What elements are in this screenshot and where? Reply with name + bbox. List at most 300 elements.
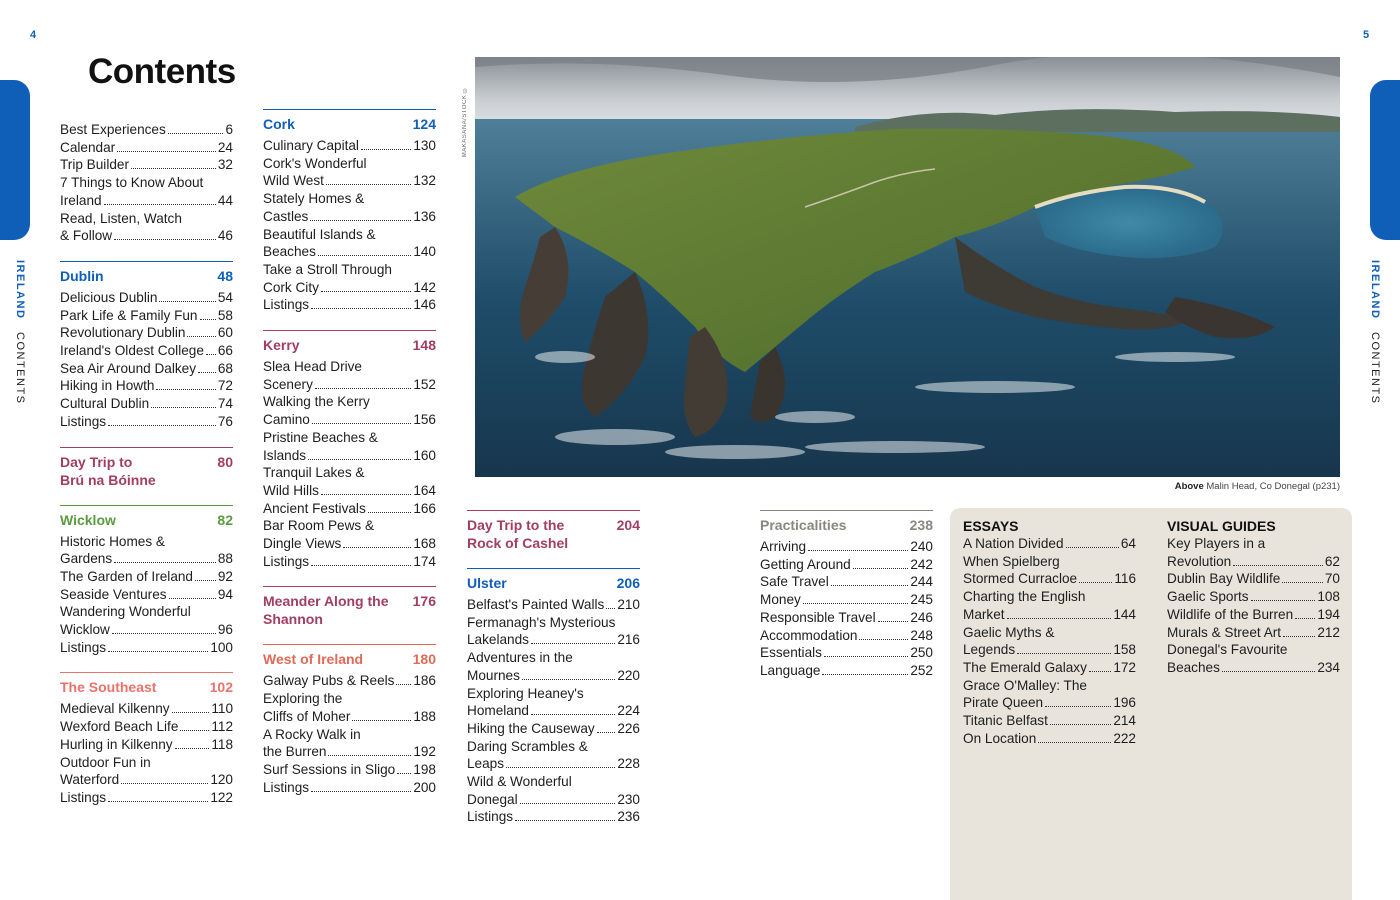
toc-entry-page: 92: [217, 568, 233, 584]
section-title: West of Ireland: [263, 651, 364, 668]
toc-entry-title: Hiking the Causeway: [467, 720, 595, 736]
toc-entry-title: Money: [760, 592, 801, 608]
toc-entry-title-start: Exploring the: [263, 691, 343, 707]
toc-entry-title: Ancient Festivals: [263, 500, 366, 516]
toc-entry[interactable]: [263, 358, 436, 393]
toc-entry-title: Safe Travel: [760, 574, 829, 590]
toc-entry-page: 100: [210, 639, 233, 655]
toc-entry-page: 194: [1317, 606, 1340, 622]
toc-entry-title-start: Slea Head Drive: [263, 359, 362, 375]
toc-entry-page: 188: [413, 708, 436, 724]
toc-entry-title-start: Cork's Wonderful: [263, 155, 367, 171]
toc-entry-title-start: Tranquil Lakes &: [263, 465, 365, 481]
toc-entry[interactable]: [60, 360, 233, 378]
toc-entry[interactable]: [60, 603, 233, 638]
toc-entry-page: 222: [1113, 730, 1136, 746]
dot-leader: [361, 149, 411, 150]
toc-entry-title: Wildlife of the Burren: [1167, 606, 1294, 622]
toc-column-2: [263, 109, 436, 796]
toc-entry[interactable]: [60, 736, 233, 754]
toc-section-heading[interactable]: [760, 510, 933, 534]
toc-entry-title: Wild West: [263, 173, 324, 189]
toc-entry[interactable]: [60, 174, 233, 209]
section-page: 204: [616, 517, 640, 533]
toc-entry-title: Cliffs of Moher: [263, 708, 351, 724]
section-title: Ulster: [467, 575, 507, 591]
toc-entry-title: Listings: [467, 809, 514, 825]
toc-entry-title-start: Walking the Kerry: [263, 394, 370, 410]
toc-entry-title-start: Bar Room Pews &: [263, 518, 375, 534]
toc-section: [760, 510, 933, 680]
dot-leader: [822, 674, 908, 675]
toc-entry[interactable]: [760, 556, 933, 574]
toc-entry-title: Language: [760, 662, 821, 678]
toc-entry-title: Sea Air Around Dalkey: [60, 360, 197, 376]
toc-section-heading[interactable]: [60, 672, 233, 696]
toc-entry[interactable]: [60, 324, 233, 342]
toc-entry-title: Scenery: [263, 376, 313, 392]
toc-entry-title-start: Charting the English: [963, 589, 1086, 605]
toc-entry[interactable]: [760, 609, 933, 627]
toc-entry-title: Revolutionary Dublin: [60, 325, 186, 341]
toc-entries: [60, 533, 233, 657]
toc-entry-page: 140: [413, 244, 436, 260]
toc-entry[interactable]: [60, 289, 233, 307]
toc-entry-title: Islands: [263, 447, 307, 463]
visual-guides-list: [1167, 518, 1340, 677]
toc-entry-title: Leaps: [467, 756, 505, 772]
toc-entry-page: 46: [217, 228, 233, 244]
toc-entry[interactable]: [760, 644, 933, 662]
toc-entry-page: 240: [910, 539, 933, 554]
toc-entry-title: Calendar: [60, 139, 116, 155]
toc-entry-page: 212: [1317, 624, 1340, 640]
dot-leader: [1045, 706, 1111, 707]
toc-entry[interactable]: [963, 677, 1136, 712]
toc-entry-page: 168: [413, 536, 436, 552]
toc-entry[interactable]: [263, 226, 436, 261]
toc-entry-title: Titanic Belfast: [963, 713, 1048, 729]
dot-leader: [803, 603, 909, 604]
toc-entry-page: 66: [217, 343, 233, 359]
toc-entry-title-start: Outdoor Fun in: [60, 754, 151, 770]
toc-entry[interactable]: [60, 639, 233, 657]
toc-entry[interactable]: [467, 738, 640, 773]
toc-entry[interactable]: [263, 553, 436, 571]
toc-entry[interactable]: [963, 659, 1136, 677]
toc-entries: [60, 289, 233, 431]
dot-leader: [112, 633, 216, 634]
dot-leader: [311, 565, 411, 566]
toc-entry[interactable]: [263, 464, 436, 499]
toc-entry-page: 136: [413, 208, 436, 224]
toc-entry-page: 62: [1324, 553, 1340, 569]
toc-entry-title: Wexford Beach Life: [60, 719, 179, 735]
toc-entry[interactable]: [60, 754, 233, 789]
toc-entry[interactable]: [60, 210, 233, 245]
toc-entry[interactable]: [467, 720, 640, 738]
toc-section: [467, 510, 640, 552]
photo-caption: [1175, 481, 1340, 492]
toc-entry-title: Wild Hills: [263, 482, 319, 498]
toc-entry[interactable]: [467, 614, 640, 649]
toc-entry-page: 70: [1324, 571, 1340, 587]
toc-entry-page: 172: [1113, 659, 1136, 675]
toc-entry[interactable]: [60, 156, 233, 174]
dot-leader: [531, 714, 615, 715]
caption-text: Malin Head, Co Donegal (p231): [1203, 481, 1340, 492]
toc-entry[interactable]: [263, 190, 436, 225]
toc-column-3: [467, 510, 640, 826]
toc-section: [263, 330, 436, 570]
toc-entry-title: Getting Around: [760, 556, 851, 572]
toc-entry[interactable]: [263, 779, 436, 797]
section-title: Cork: [263, 116, 295, 132]
dot-leader: [151, 407, 216, 408]
section-title: Day Trip to the Rock of Cashel: [467, 517, 569, 551]
toc-entries: [263, 137, 436, 314]
section-page: 48: [217, 267, 233, 284]
toc-entry[interactable]: [263, 137, 436, 155]
toc-entry-title: Gardens: [60, 551, 113, 567]
toc-entry[interactable]: [263, 155, 436, 190]
toc-entry-title: Revolution: [1167, 553, 1232, 569]
toc-entry[interactable]: [1167, 606, 1340, 624]
section-page: 124: [412, 116, 436, 132]
toc-entry[interactable]: [60, 342, 233, 360]
caption-label: Above: [1174, 481, 1204, 492]
toc-entry[interactable]: [467, 808, 640, 826]
toc-entry-page: 76: [217, 413, 233, 429]
toc-entry[interactable]: [1167, 624, 1340, 642]
toc-entries: [263, 358, 436, 570]
toc-entry-page: 68: [217, 360, 233, 376]
section-page: 176: [412, 593, 436, 610]
toc-column-1: [60, 117, 233, 807]
toc-entry[interactable]: [263, 500, 436, 518]
section-title: Kerry: [263, 337, 300, 354]
dot-leader: [180, 730, 209, 731]
toc-entry-page: 88: [217, 551, 233, 567]
toc-entry-title-start: Exploring Heaney's: [467, 685, 584, 701]
toc-entry-page: 118: [211, 736, 233, 752]
toc-entry[interactable]: [263, 672, 436, 690]
dot-leader: [1038, 742, 1111, 743]
toc-entry[interactable]: [760, 662, 933, 680]
side-label-contents: CONTENTS: [1369, 331, 1381, 405]
toc-entry-title: Dingle Views: [263, 536, 342, 552]
toc-entry-title: Pirate Queen: [963, 695, 1044, 711]
toc-entry-title-start: Beautiful Islands &: [263, 226, 376, 242]
toc-entry-title: Dublin Bay Wildlife: [1167, 571, 1281, 587]
toc-entries: [60, 700, 233, 806]
dot-leader: [368, 512, 412, 513]
toc-section-heading[interactable]: [263, 330, 436, 354]
toc-entry-page: 228: [617, 756, 640, 772]
toc-entry-title: Stormed Curracloe: [963, 571, 1078, 587]
toc-entry-title: The Garden of Ireland: [60, 568, 193, 584]
toc-entry[interactable]: [963, 624, 1136, 659]
toc-entry[interactable]: [60, 718, 233, 736]
dot-leader: [878, 621, 909, 622]
dot-leader: [531, 643, 615, 644]
dot-leader: [315, 388, 411, 389]
toc-entry-page: 234: [1317, 659, 1340, 675]
toc-entry-page: 74: [217, 396, 233, 412]
page-number-left: 4: [30, 29, 37, 41]
toc-entry-title: Park Life & Family Fun: [60, 307, 198, 323]
toc-entry[interactable]: [263, 517, 436, 552]
toc-entry-title: Seaside Ventures: [60, 586, 167, 602]
toc-entry-title: Surf Sessions in Sligo: [263, 761, 396, 777]
section-page: 180: [412, 651, 436, 668]
toc-section: [263, 644, 436, 796]
toc-entry-page: 144: [1113, 606, 1136, 622]
dot-leader: [318, 255, 411, 256]
toc-entry-page: 248: [910, 627, 933, 643]
dot-leader: [108, 651, 208, 652]
toc-section-heading[interactable]: [467, 568, 640, 592]
toc-entry[interactable]: [760, 627, 933, 645]
dot-leader: [1282, 582, 1323, 583]
toc-entry-page: 210: [617, 597, 640, 612]
toc-entry-title: Ireland: [60, 192, 102, 208]
toc-entry-title: Listings: [263, 779, 310, 795]
toc-entry-title: Beaches: [263, 244, 316, 260]
toc-entry-page: 44: [217, 192, 233, 208]
dot-leader: [328, 755, 411, 756]
toc-entry[interactable]: [760, 573, 933, 591]
side-label-ireland: IRELAND: [1369, 260, 1381, 320]
dot-leader: [1007, 618, 1112, 619]
toc-entry[interactable]: [60, 533, 233, 568]
toc-section-heading[interactable]: [467, 510, 640, 552]
toc-section-heading[interactable]: [60, 261, 233, 285]
toc-entry[interactable]: [60, 568, 233, 586]
toc-entry-title: On Location: [963, 730, 1037, 746]
toc-entry[interactable]: [963, 730, 1136, 748]
toc-entry[interactable]: [263, 690, 436, 725]
dot-leader: [853, 568, 909, 569]
toc-entry[interactable]: [760, 538, 933, 556]
toc-entry[interactable]: [60, 377, 233, 395]
toc-entry-title: Listings: [60, 413, 107, 429]
toc-entry-page: 6: [225, 122, 233, 137]
toc-entry-title: the Burren: [263, 744, 327, 760]
toc-entry-title: Wicklow: [60, 622, 110, 638]
dot-leader: [1050, 724, 1111, 725]
dot-leader: [1251, 600, 1316, 601]
dot-leader: [114, 239, 216, 240]
toc-entry[interactable]: [263, 261, 436, 296]
dot-leader: [200, 319, 216, 320]
dot-leader: [311, 791, 411, 792]
dot-leader: [308, 459, 411, 460]
toc-entry[interactable]: [60, 789, 233, 807]
toc-entry[interactable]: [263, 393, 436, 428]
toc-entry[interactable]: [60, 139, 233, 157]
toc-entry[interactable]: [1167, 535, 1340, 570]
toc-entry-title: Ireland's Oldest College: [60, 343, 204, 359]
dot-leader: [206, 354, 216, 355]
toc-entry-page: 156: [413, 412, 436, 428]
toc-entry-title-start: Read, Listen, Watch: [60, 210, 182, 226]
dot-leader: [131, 168, 216, 169]
toc-entry[interactable]: [760, 591, 933, 609]
toc-entries: [760, 538, 933, 680]
toc-entry[interactable]: [60, 395, 233, 413]
dot-leader: [831, 585, 909, 586]
toc-entry-page: 58: [217, 307, 233, 323]
dot-leader: [114, 562, 216, 563]
toc-entry[interactable]: [60, 586, 233, 604]
toc-entry-title: Listings: [60, 789, 107, 805]
toc-entry[interactable]: [60, 413, 233, 431]
dot-leader: [310, 220, 411, 221]
toc-entry-title: Best Experiences: [60, 122, 166, 137]
toc-entry-page: 198: [413, 761, 436, 777]
toc-entry-page: 132: [413, 173, 436, 189]
dot-leader: [1089, 671, 1111, 672]
features-panel: [950, 508, 1352, 900]
toc-entry-page: 54: [217, 289, 233, 305]
toc-entry-page: 242: [910, 556, 933, 572]
toc-entry-page: 244: [910, 574, 933, 590]
toc-entry[interactable]: [60, 307, 233, 325]
dot-leader: [397, 773, 411, 774]
toc-entry-title: Donegal: [467, 791, 518, 807]
toc-entry-page: 246: [910, 609, 933, 625]
toc-entries: [263, 672, 436, 796]
toc-entry-title: Beaches: [1167, 659, 1220, 675]
toc-section-heading[interactable]: [263, 109, 436, 133]
toc-entry-page: 60: [217, 325, 233, 341]
toc-entry[interactable]: [60, 700, 233, 718]
toc-entry-page: 160: [413, 447, 436, 463]
dot-leader: [172, 712, 210, 713]
side-label-ireland: IRELAND: [14, 260, 26, 320]
toc-section: [60, 121, 233, 245]
toc-entry[interactable]: [1167, 641, 1340, 676]
toc-section: [60, 447, 233, 489]
dot-leader: [311, 308, 411, 309]
toc-entries: [467, 596, 640, 826]
dot-leader: [117, 151, 216, 152]
dot-leader: [321, 494, 411, 495]
toc-entry[interactable]: [263, 761, 436, 779]
toc-entry[interactable]: [263, 296, 436, 314]
toc-entry-page: 166: [413, 500, 436, 516]
toc-entry-page: 200: [413, 779, 436, 795]
toc-entry-page: 116: [1114, 571, 1136, 587]
toc-entry-title: The Emerald Galaxy: [963, 659, 1087, 675]
toc-entry-title: Hurling in Kilkenny: [60, 736, 173, 752]
toc-entry[interactable]: [963, 588, 1136, 623]
toc-entry[interactable]: [263, 726, 436, 761]
toc-section-heading[interactable]: [263, 644, 436, 668]
toc-entry-title-start: Donegal's Favourite: [1167, 642, 1288, 658]
toc-entry-title: Gaelic Sports: [1167, 589, 1249, 605]
toc-entry[interactable]: [963, 712, 1136, 730]
toc-entry-page: 250: [910, 645, 933, 661]
toc-entry-title: Cultural Dublin: [60, 396, 150, 412]
side-label-right: [1369, 260, 1381, 404]
toc-entry[interactable]: [467, 596, 640, 614]
toc-section-heading[interactable]: [263, 586, 436, 628]
dot-leader: [1295, 618, 1315, 619]
toc-entry-title: Responsible Travel: [760, 609, 876, 625]
toc-entry-page: 64: [1120, 536, 1136, 551]
toc-entry[interactable]: [963, 535, 1136, 553]
toc-entry-page: 230: [617, 791, 640, 807]
toc-entry-title-start: Gaelic Myths &: [963, 624, 1055, 640]
toc-entry-title-start: A Rocky Walk in: [263, 726, 361, 742]
toc-entry-title: Galway Pubs & Reels: [263, 673, 395, 689]
toc-entry-page: 146: [413, 297, 436, 313]
dot-leader: [522, 679, 615, 680]
dot-leader: [1079, 582, 1112, 583]
toc-entry-title: Legends: [963, 642, 1016, 658]
page-number-right: 5: [1363, 29, 1370, 41]
toc-entry-title-start: Stately Homes &: [263, 191, 365, 207]
side-tab-left: [0, 80, 30, 240]
toc-entry[interactable]: [263, 429, 436, 464]
toc-entry-page: 216: [617, 632, 640, 648]
toc-entry-title-start: When Spielberg: [963, 553, 1060, 569]
dot-leader: [321, 291, 411, 292]
toc-entry-title: Medieval Kilkenny: [60, 701, 170, 717]
toc-column-4: [760, 510, 933, 680]
toc-entry[interactable]: [60, 121, 233, 139]
essays-list: [963, 518, 1136, 747]
section-page: 238: [909, 517, 933, 533]
toc-entry-page: 112: [211, 719, 233, 735]
toc-entry[interactable]: [963, 553, 1136, 588]
toc-entry-page: 152: [413, 376, 436, 392]
section-page: 80: [217, 453, 233, 470]
toc-entry-title: Hiking in Howth: [60, 378, 155, 394]
toc-section-heading[interactable]: [60, 447, 233, 489]
toc-entry-page: 120: [210, 772, 233, 788]
visual-guides-heading: VISUAL GUIDES: [1167, 518, 1276, 534]
dot-leader: [121, 783, 208, 784]
toc-entry-page: 196: [1113, 695, 1136, 711]
toc-entry-page: 252: [910, 662, 933, 678]
toc-entry-page: 174: [413, 553, 436, 569]
toc-section: [60, 261, 233, 431]
page-title: Contents: [88, 52, 236, 91]
toc-section-heading[interactable]: [60, 505, 233, 529]
dot-leader: [859, 639, 908, 640]
toc-entry[interactable]: [467, 685, 640, 720]
toc-entry[interactable]: [1167, 570, 1340, 588]
section-title: Day Trip to Brú na Bóinne: [60, 453, 156, 488]
toc-entry[interactable]: [467, 773, 640, 808]
toc-entry-title-start: Key Players in a: [1167, 536, 1266, 551]
toc-entry-title: Market: [963, 606, 1005, 622]
toc-entry-page: 220: [617, 667, 640, 683]
dot-leader: [312, 423, 411, 424]
dot-leader: [159, 301, 215, 302]
toc-entry[interactable]: [467, 649, 640, 684]
toc-entry-page: 186: [413, 673, 436, 689]
toc-entry-title: Listings: [263, 297, 310, 313]
toc-entry-title-start: Fermanagh's Mysterious: [467, 614, 616, 630]
toc-entry-title: Culinary Capital: [263, 138, 359, 153]
toc-section: [263, 109, 436, 314]
toc-entry-title: Mournes: [467, 667, 520, 683]
toc-entry[interactable]: [1167, 588, 1340, 606]
